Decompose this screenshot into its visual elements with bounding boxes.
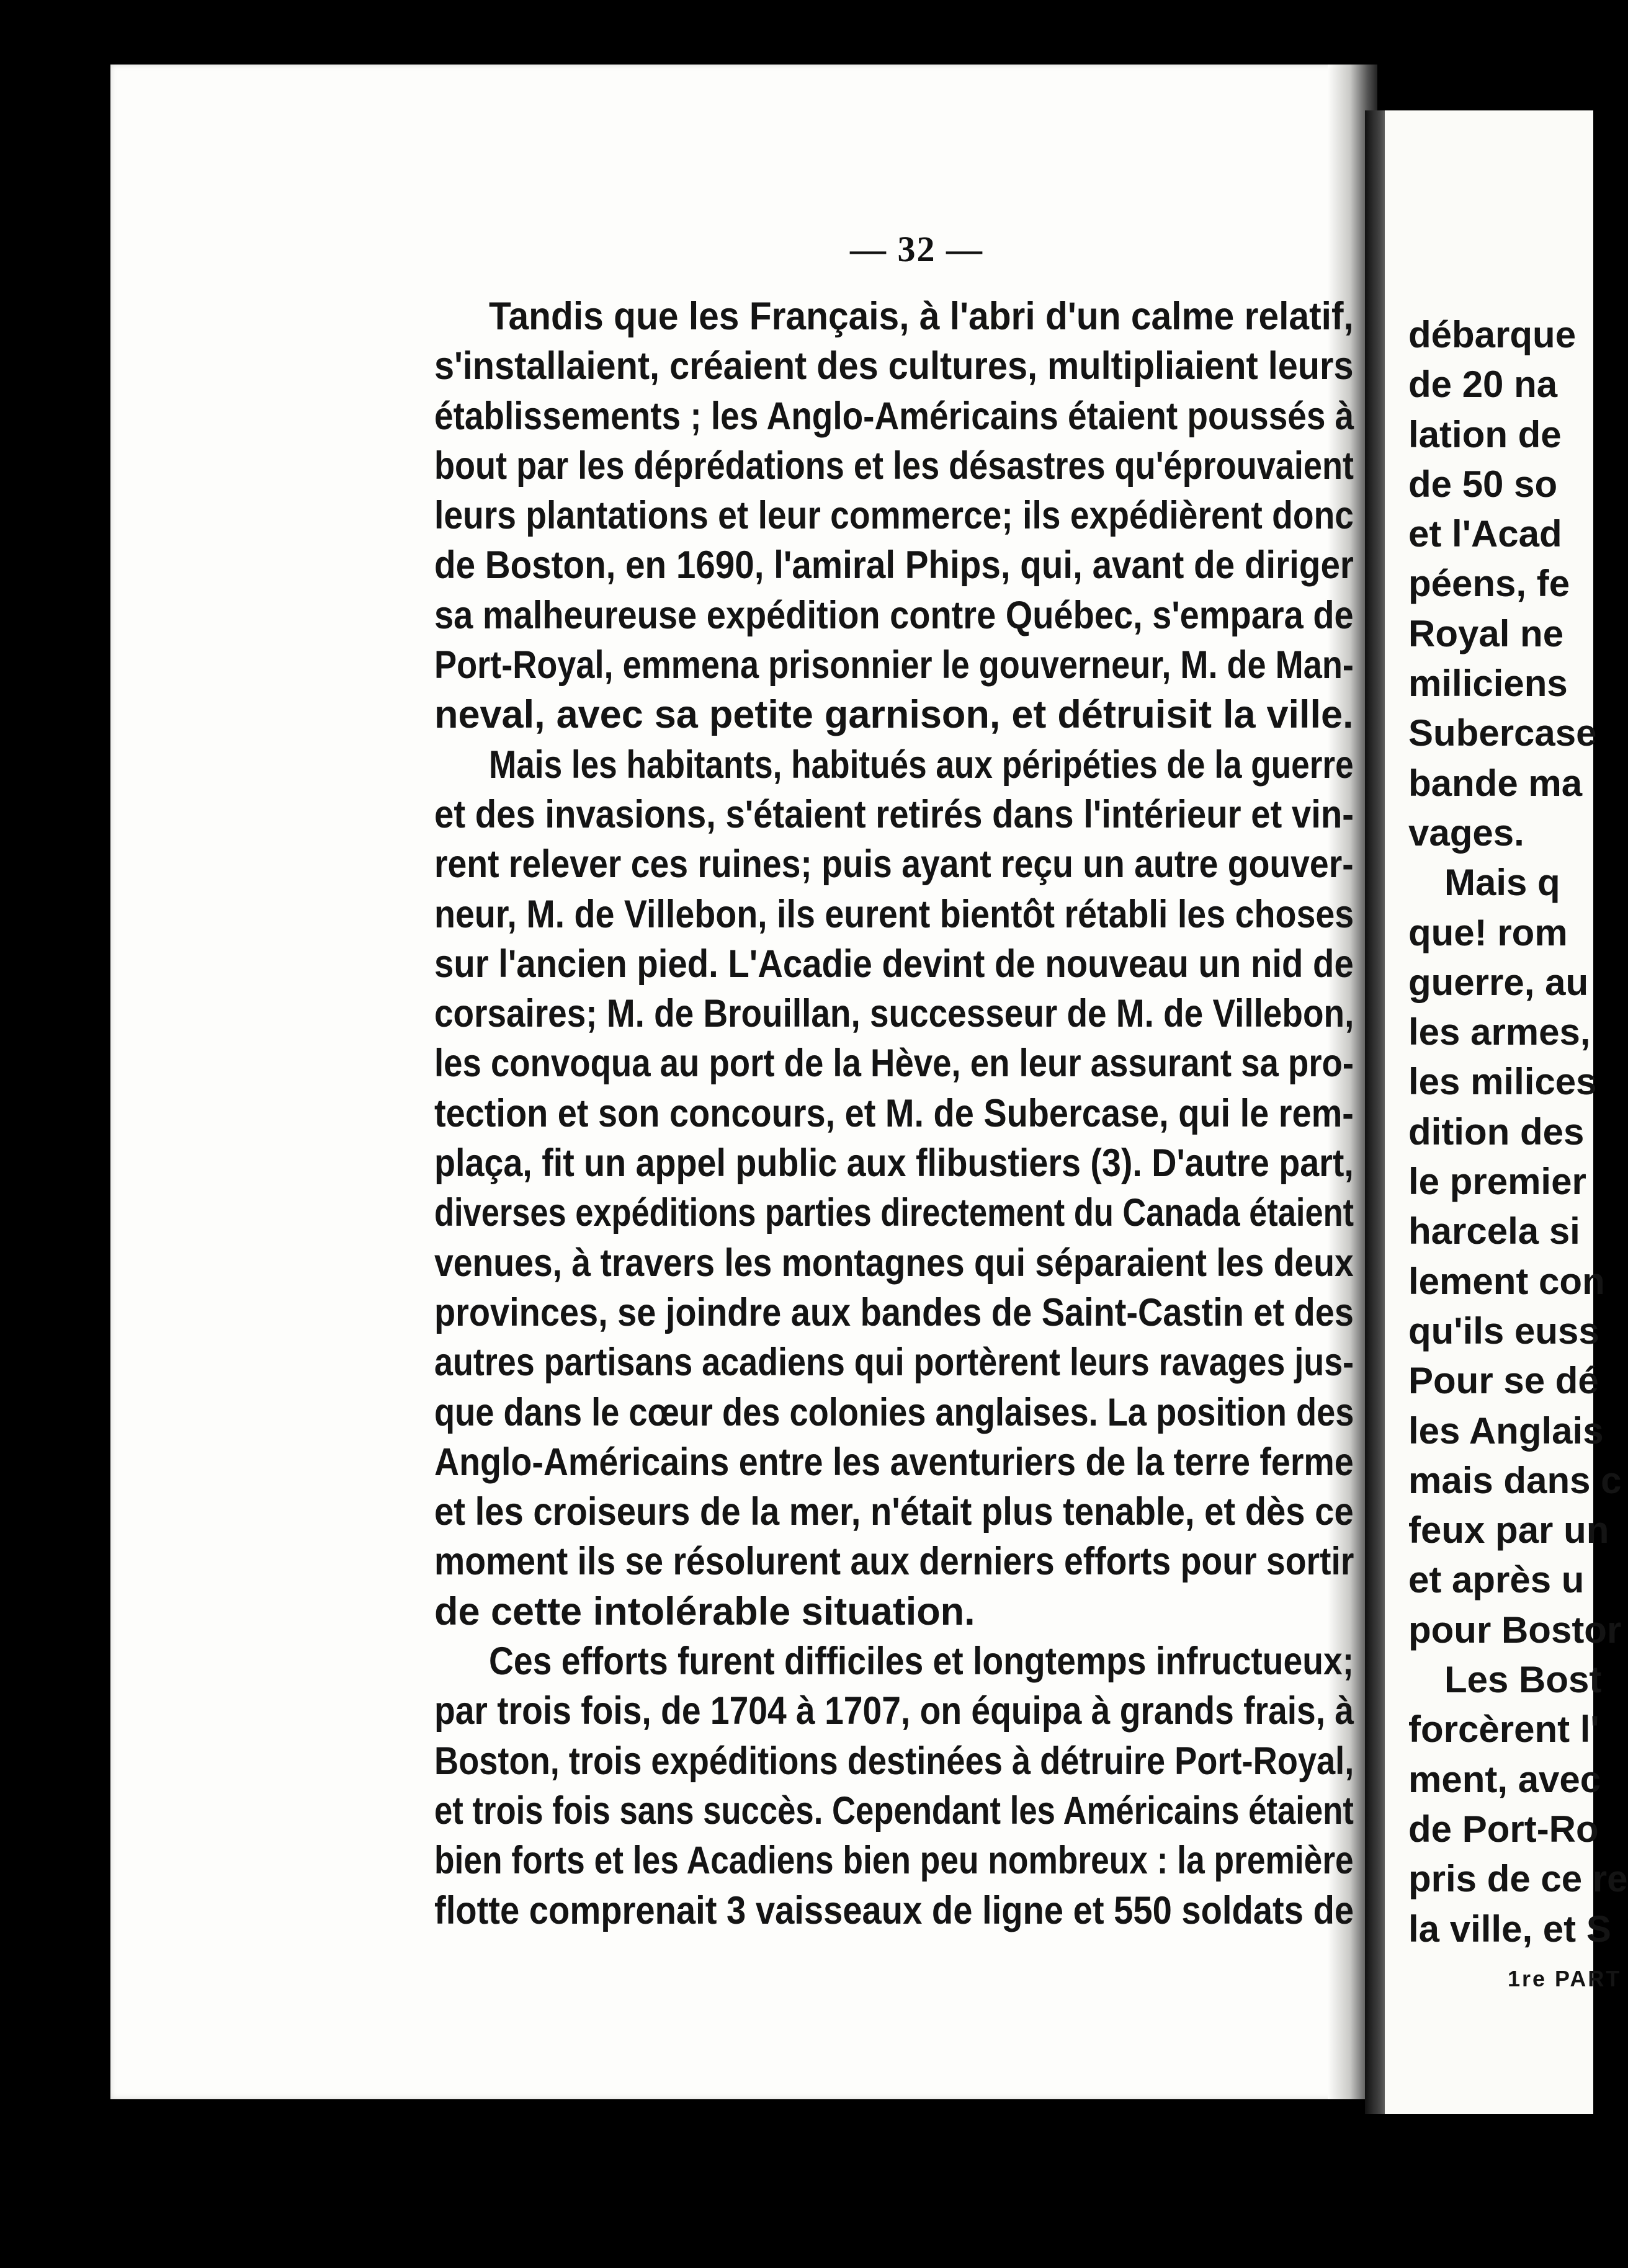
text-line: lation de — [1408, 413, 1562, 455]
text-line: les Anglais — [1408, 1409, 1604, 1452]
text-line: miliciens — [1408, 663, 1568, 705]
text-line: Anglo-Américains entre les aventuriers de la terre ferme — [434, 1440, 1354, 1484]
text-line: péens, fe — [1408, 563, 1570, 605]
text-line: tection et son concours, et M. de Subercase, qui le rem- — [434, 1091, 1354, 1135]
text-line: vages. — [1408, 811, 1524, 854]
text-line: Mais les habitants, habitués aux péripéties de la guerre — [489, 743, 1354, 787]
text-line: dition des — [1408, 1110, 1585, 1153]
right-page-body — [1408, 310, 1628, 2004]
text-line: autres partisans acadiens qui portèrent leurs ravages jus- — [434, 1341, 1354, 1385]
text-line: la ville, et S — [1408, 1908, 1611, 1950]
text-line: les milices — [1408, 1061, 1597, 1103]
text-line: les armes, — [1408, 1011, 1591, 1053]
text-line: et les croiseurs de la mer, n'était plus tenable, et dès ce — [434, 1490, 1354, 1534]
text-line: bout par les déprédations et les désastres qu'éprouvaient — [434, 444, 1354, 488]
text-line: que dans le cœur des colonies anglaises. La position des — [434, 1390, 1354, 1434]
text-line: sur l'ancien pied. L'Acadie devint de nouveau un nid de — [434, 942, 1354, 986]
text-line: Pour se dé — [1408, 1360, 1599, 1402]
text-line: établissements ; les Anglo-Américains étaient poussés à — [434, 394, 1354, 438]
text-line: feux par un — [1408, 1509, 1609, 1551]
text-line: lement con — [1408, 1260, 1605, 1302]
text-line: sa malheureuse expédition contre Québec, s'empara de — [434, 593, 1354, 637]
text-line: les convoqua au port de la Hève, en leur assurant sa pro- — [434, 1042, 1354, 1086]
page-footer-signature: 1re PART — [1508, 1965, 1622, 1991]
text-line: débarque — [1408, 314, 1577, 355]
text-line: mais dans c — [1408, 1459, 1622, 1501]
text-line: que! rom — [1408, 911, 1568, 953]
text-line: de Port-Ro — [1408, 1808, 1599, 1850]
text-line: Mais q — [1444, 862, 1560, 904]
text-line: diverses expéditions parties directement du Canada étaient — [434, 1191, 1354, 1235]
text-line: pour Bostor — [1408, 1609, 1622, 1651]
text-line: Ces efforts furent difficiles et longtemps infructueux; — [489, 1640, 1354, 1684]
page-number: — 32 — — [850, 229, 983, 269]
text-line: de Boston, en 1690, l'amiral Phips, qui, avant de diriger — [434, 543, 1354, 587]
text-line: neval, avec sa petite garnison, et détruisit la ville. — [434, 693, 1354, 737]
text-line: bande ma — [1408, 762, 1583, 804]
text-line: neur, M. de Villebon, ils eurent bientôt rétabli les choses — [434, 892, 1354, 936]
text-line: de 50 so — [1408, 463, 1558, 505]
text-line: corsaires; M. de Brouillan, successeur de M. de Villebon, — [434, 992, 1354, 1036]
text-line: de 20 na — [1408, 364, 1558, 406]
text-line: guerre, au — [1408, 961, 1589, 1003]
text-line: le premier — [1408, 1161, 1586, 1203]
text-line: rent relever ces ruines; puis ayant reçu un autre gouver- — [434, 842, 1354, 886]
text-line: bien forts et les Acadiens bien peu nombreux : la première — [434, 1839, 1354, 1883]
text-line: leurs plantations et leur commerce; ils expédièrent donc — [434, 494, 1354, 538]
text-line: ment, avec — [1408, 1758, 1601, 1800]
text-line: et des invasions, s'étaient retirés dans l'intérieur et vin- — [434, 792, 1354, 836]
text-line: plaça, fit un appel public aux flibustiers (3). D'autre part, — [434, 1141, 1354, 1185]
left-page-body — [434, 292, 1354, 1935]
text-line: provinces, se joindre aux bandes de Saint-Castin et des — [434, 1290, 1354, 1334]
text-line: forcèrent l' — [1408, 1708, 1599, 1751]
text-line: Boston, trois expéditions destinées à détruire Port-Royal, — [434, 1739, 1354, 1783]
text-line: Port-Royal, emmena prisonnier le gouverneur, M. de Man- — [434, 643, 1354, 687]
text-line: et l'Acad — [1408, 513, 1562, 555]
text-line: Les Bost — [1444, 1659, 1602, 1701]
text-line: qu'ils euss — [1408, 1310, 1599, 1352]
text-line: de cette intolérable situation. — [434, 1589, 975, 1633]
text-line: venues, à travers les montagnes qui séparaient les deux — [434, 1241, 1354, 1285]
text-line: et trois fois sans succès. Cependant les Américains étaient — [434, 1788, 1354, 1833]
text-line: et après u — [1408, 1559, 1585, 1601]
text-line: s'installaient, créaient des cultures, multipliaient leurs — [434, 344, 1354, 388]
text-line: Subercase — [1408, 712, 1597, 754]
text-line: Royal ne — [1408, 612, 1564, 654]
text-line: moment ils se résolurent aux derniers efforts pour sortir — [434, 1540, 1354, 1584]
text-line: Tandis que les Français, à l'abri d'un calme relatif, — [489, 295, 1354, 338]
text-line: harcela si — [1408, 1210, 1580, 1252]
text-line: flotte comprenait 3 vaisseaux de ligne et 550 soldats de — [434, 1888, 1354, 1932]
text-line: par trois fois, de 1704 à 1707, on équipa à grands frais, à — [434, 1689, 1354, 1733]
text-line: pris de ce re — [1408, 1858, 1628, 1900]
